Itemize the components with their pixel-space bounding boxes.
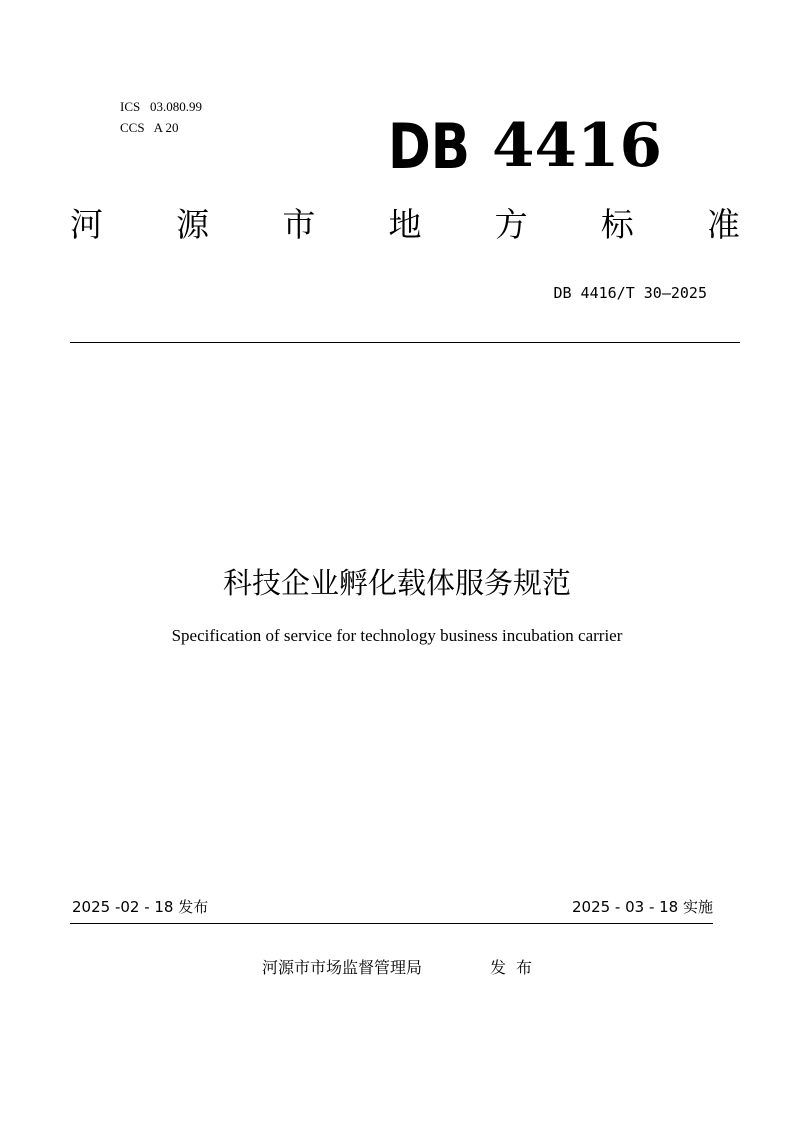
standard-number: DB 4416/T 30—2025 bbox=[553, 284, 707, 302]
db-logo-letters: DB bbox=[388, 112, 470, 174]
standard-type-char: 方 bbox=[494, 205, 528, 244]
standard-type-char: 标 bbox=[600, 205, 634, 244]
publish-label: 发布 bbox=[490, 958, 543, 977]
document-title-english: Specification of service for technology business incubation carrier bbox=[171, 626, 623, 645]
standard-type-char: 准 bbox=[706, 205, 740, 244]
top-divider bbox=[70, 342, 740, 343]
standard-type-char: 源 bbox=[176, 205, 210, 244]
standard-type-char: 河 bbox=[70, 205, 103, 244]
db-logo-number: 4416 bbox=[492, 112, 662, 174]
standard-type-char: 地 bbox=[388, 205, 422, 244]
ics-code: ICS 03.080.99 bbox=[120, 99, 202, 114]
issue-date: 2025 -02 - 18 发布 bbox=[72, 898, 209, 916]
standard-type-char: 市 bbox=[282, 205, 316, 244]
implementation-date: 2025 - 03 - 18 实施 bbox=[571, 898, 713, 916]
bottom-divider bbox=[70, 923, 713, 924]
standard-type-heading bbox=[70, 203, 740, 247]
db-standard-logo bbox=[388, 112, 664, 174]
document-title-chinese: 科技企业孵化载体服务规范 bbox=[222, 566, 571, 600]
publisher-name: 河源市市场监督管理局 bbox=[262, 958, 423, 977]
ccs-code: CCS A 20 bbox=[120, 120, 179, 135]
